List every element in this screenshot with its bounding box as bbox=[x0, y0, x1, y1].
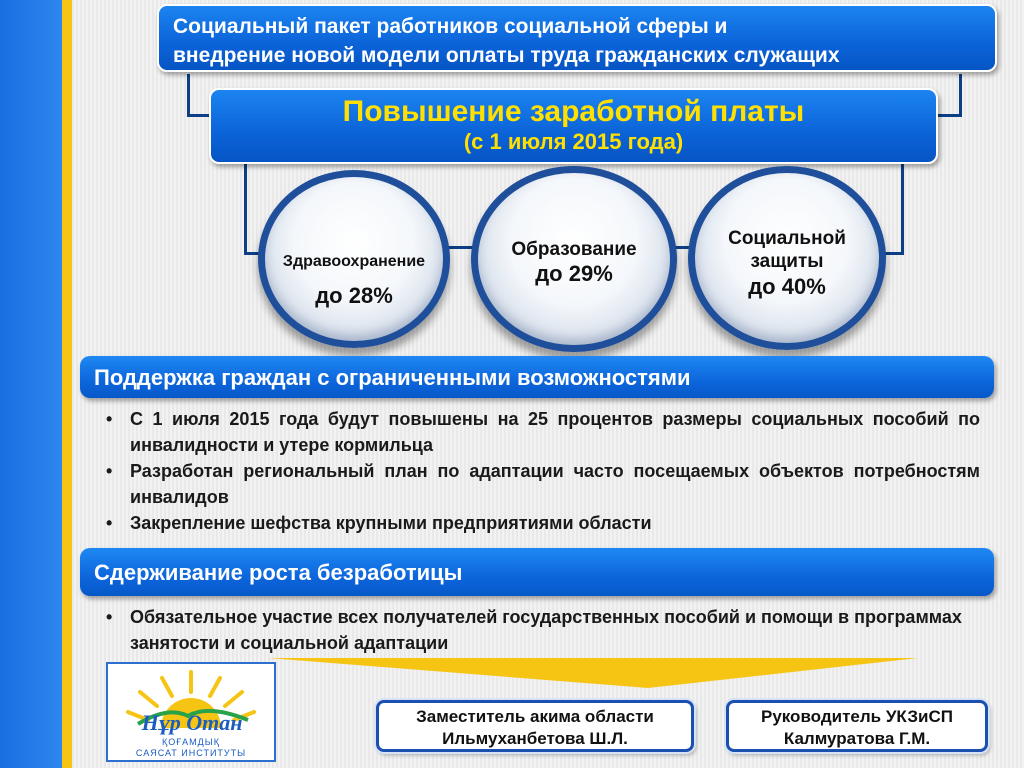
connector-line bbox=[244, 164, 247, 254]
connector-line bbox=[187, 114, 211, 117]
signatory-name: Ильмуханбетова Ш.Л. bbox=[442, 729, 628, 748]
logo-name: Нұр Отан bbox=[141, 710, 243, 735]
logo-line-1: ҚОҒАМДЫҚ bbox=[162, 737, 220, 747]
connector-line bbox=[901, 164, 904, 254]
list-item: • Обязательное участие всех получателей государственных пособий и помощи в программах занятости и социальной адаптации bbox=[106, 607, 962, 653]
nur-otan-logo bbox=[106, 662, 276, 762]
list-item: • Закрепление шефства крупными предприятиями области bbox=[106, 513, 652, 533]
circle-label: защиты bbox=[750, 251, 824, 272]
signatory-role: Заместитель акима области bbox=[416, 707, 654, 726]
circle-label: Здравоохранение bbox=[282, 253, 426, 270]
circle-label: Социальной bbox=[728, 228, 846, 249]
header-box bbox=[157, 4, 997, 72]
yellow-chevron bbox=[268, 658, 928, 690]
circle-value: до 40% bbox=[748, 274, 826, 299]
salary-increase-box bbox=[209, 88, 938, 164]
connector-line bbox=[959, 74, 962, 116]
circle-education bbox=[471, 166, 677, 352]
connector-line bbox=[884, 252, 904, 255]
circle-social-protection bbox=[688, 166, 886, 350]
signatory-deputy-akim bbox=[376, 700, 694, 752]
disabled-list bbox=[102, 406, 980, 536]
circle-value: до 28% bbox=[315, 283, 393, 308]
signatory-name: Калмуратова Г.М. bbox=[783, 729, 931, 748]
connector-line bbox=[187, 74, 190, 116]
list-item: • Разработан региональный план по адаптации часто посещаемых объектов потребностям инвалидов bbox=[106, 461, 980, 507]
section-unemployment-title: Сдерживание роста безработицы bbox=[80, 548, 994, 596]
logo-line-2: САЯСАТ ИНСТИТУТЫ bbox=[135, 748, 247, 758]
header-line-2: внедрение новой модели оплаты труда гражданских служащих bbox=[173, 44, 840, 67]
unemployment-list bbox=[102, 604, 962, 656]
connector-line bbox=[938, 114, 962, 117]
left-blue-bar bbox=[0, 0, 62, 768]
circle-healthcare bbox=[258, 170, 450, 348]
salary-title: Повышение заработной платы bbox=[342, 95, 805, 128]
list-item: • С 1 июля 2015 года будут повышены на 25 процентов размеры социальных пособий по инвалидности и утере кормильца bbox=[106, 409, 980, 455]
circle-label: Образование bbox=[511, 239, 637, 260]
section-disabled-title: Поддержка граждан с ограниченными возможностями bbox=[80, 356, 994, 398]
header-line-1: Социальный пакет работников социальной сферы и bbox=[173, 15, 728, 38]
signatory-head-ukzisp bbox=[726, 700, 988, 752]
salary-subtitle: (с 1 июля 2015 года) bbox=[463, 129, 684, 154]
signatory-role: Руководитель УКЗиСП bbox=[760, 707, 954, 726]
left-yellow-bar bbox=[62, 0, 72, 768]
circle-value: до 29% bbox=[535, 261, 613, 286]
